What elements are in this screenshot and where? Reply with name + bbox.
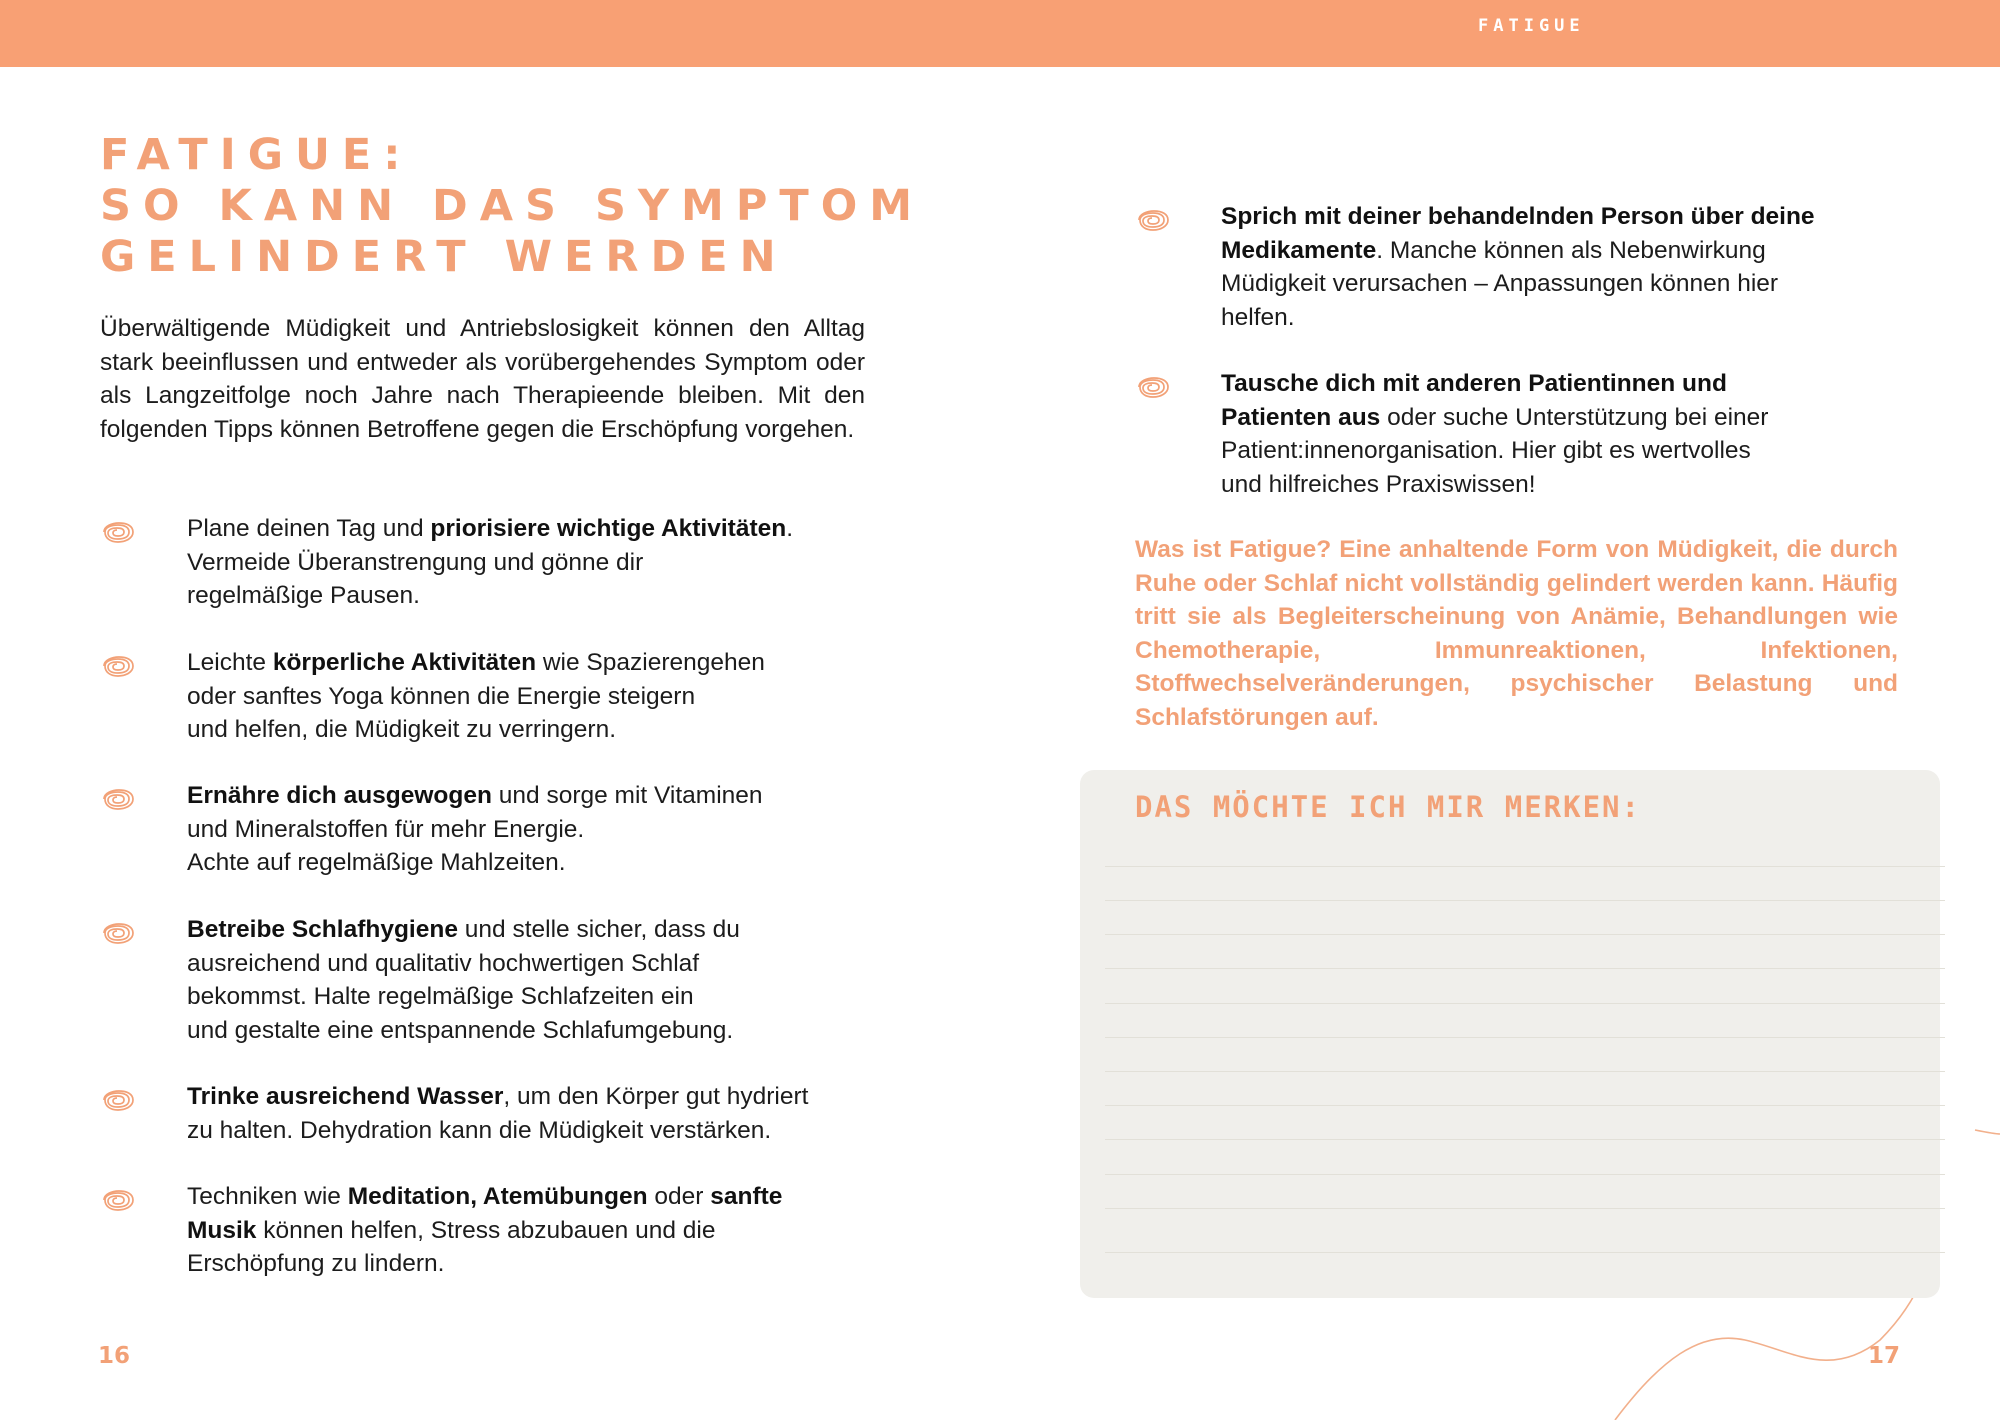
notes-line[interactable]	[1105, 1003, 1945, 1004]
headline-line-3: GELINDERT WERDEN	[100, 232, 788, 282]
notes-line[interactable]	[1105, 1139, 1945, 1140]
intro-paragraph: Überwältigende Müdigkeit und Antriebslosigkeit können den Alltag stark beeinflussen und entweder als vorübergehendes Symptom oder als Langzeitfolge noch Jahre nach Therapieende bleiben. Mit den folgenden Tipps können Betroffene gegen die Erschöpfung vorgehen.	[100, 315, 865, 443]
notes-line[interactable]	[1105, 1071, 1945, 1072]
tip-item: Sprich mit deiner behandelnden Person über deine Medikamente. Manche können als Nebenwirkung Müdigkeit verursachen – Anpassungen können hier helfen.	[1221, 203, 1815, 331]
swirl-icon	[100, 519, 136, 545]
swirl-icon	[100, 920, 136, 946]
swirl-icon	[100, 786, 136, 812]
notes-line[interactable]	[1105, 1037, 1945, 1038]
swirl-icon	[100, 653, 136, 679]
headline-line-1: FATIGUE:	[100, 130, 413, 180]
notes-line[interactable]	[1105, 1208, 1945, 1209]
swirl-icon	[1135, 374, 1171, 400]
tip-item: Tausche dich mit anderen Patientinnen und Patienten aus oder suche Unterstützung bei einer Patient:innenorganisation. Hier gibt es wertvolles und hilfreiches Praxiswissen!	[1221, 370, 1769, 498]
tip-item: Ernähre dich ausgewogen und sorge mit Vitaminen und Mineralstoffen für mehr Energie. Achte auf regelmäßige Mahlzeiten.	[187, 782, 763, 876]
tip-item: Leichte körperliche Aktivitäten wie Spazierengehen oder sanftes Yoga können die Energie steigern und helfen, die Müdigkeit zu verringern.	[187, 649, 765, 743]
page-number-right: 17	[1868, 1343, 1901, 1369]
top-header-bar	[0, 0, 2000, 67]
notes-line[interactable]	[1105, 968, 1945, 969]
notes-line[interactable]	[1105, 1174, 1945, 1175]
tip-item: Plane deinen Tag und priorisiere wichtige Aktivitäten. Vermeide Überanstrengung und gönne dir regelmäßige Pausen.	[187, 515, 794, 609]
page-headline	[100, 130, 925, 283]
notes-box	[1080, 770, 1940, 1298]
swirl-icon	[1135, 207, 1171, 233]
page-number-left: 16	[98, 1343, 131, 1369]
tip-item: Betreibe Schlafhygiene und stelle sicher, dass du ausreichend und qualitativ hochwertigen Schlaf bekommst. Halte regelmäßige Schlafzeiten ein und gestalte eine entspannende Schlafumgebung.	[187, 916, 740, 1044]
notes-line[interactable]	[1105, 866, 1945, 867]
notes-line[interactable]	[1105, 1105, 1945, 1106]
notes-line[interactable]	[1105, 934, 1945, 935]
fatigue-definition-box: Was ist Fatigue? Eine anhaltende Form von Müdigkeit, die durch Ruhe oder Schlaf nicht vollständig gelindert werden kann. Häufig tritt sie als Begleiterscheinung von Anämie, Behandlungen wie Chemotherapie, Immunreaktionen, Infektionen, Stoffwechselveränderungen, psychischer Belastung und Schlafstörungen auf.	[1135, 536, 1898, 731]
notes-title: DAS MÖCHTE ICH MIR MERKEN:	[1135, 790, 1641, 824]
section-label: FATIGUE	[1478, 16, 1585, 36]
notes-line[interactable]	[1105, 900, 1945, 901]
tip-item: Trinke ausreichend Wasser, um den Körper gut hydriert zu halten. Dehydration kann die Müdigkeit verstärken.	[187, 1083, 809, 1144]
swirl-icon	[100, 1187, 136, 1213]
notes-line[interactable]	[1105, 1252, 1945, 1253]
headline-line-2: SO KANN DAS SYMPTOM	[100, 181, 925, 231]
tip-item: Techniken wie Meditation, Atemübungen oder sanfte Musik können helfen, Stress abzubauen und die Erschöpfung zu lindern.	[187, 1183, 783, 1277]
swirl-icon	[100, 1087, 136, 1113]
